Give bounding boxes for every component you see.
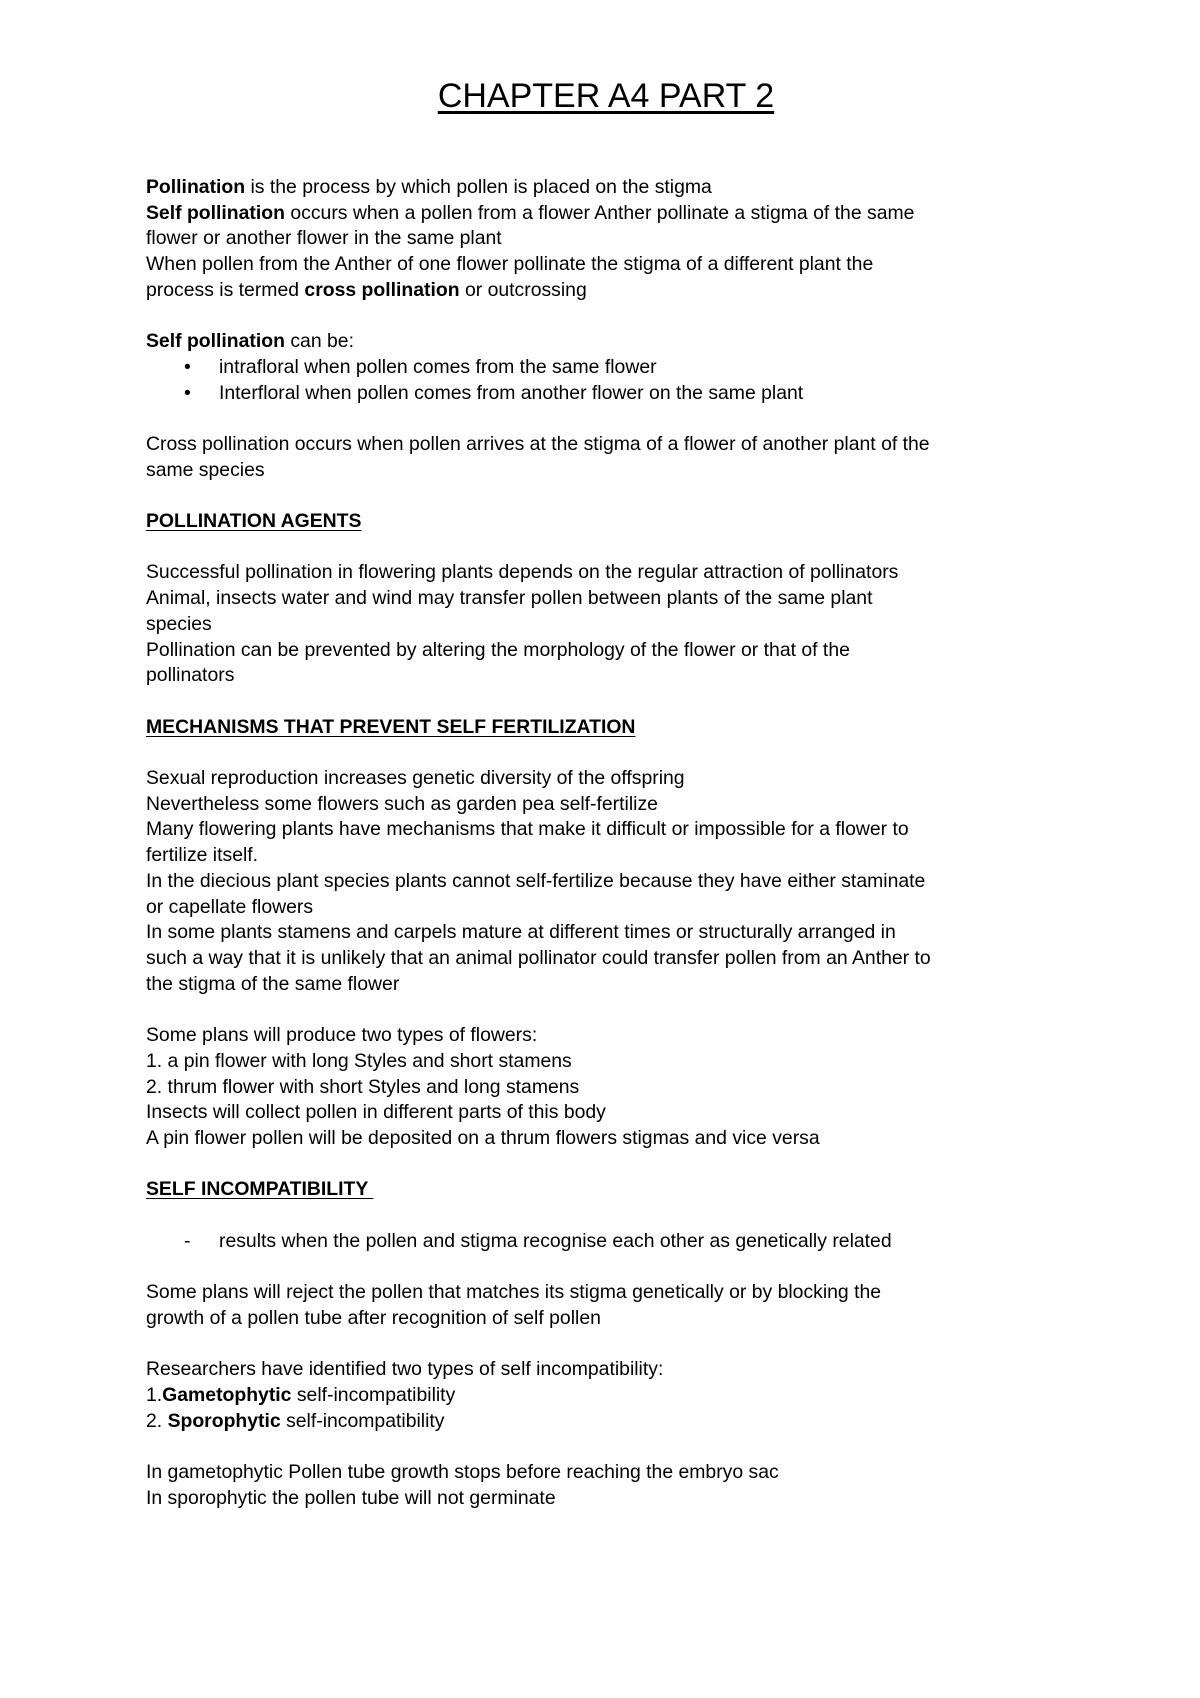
spacer [146,1434,1066,1460]
text-line: Animal, insects water and wind may transfer pollen between plants of the same plant [146,587,873,610]
text-span: is the process by which pollen is placed on the stigma [245,176,712,198]
dash-icon: - [184,1229,191,1252]
text-span: occurs when a pollen from a flower Anther pollinate a stigma of the same [284,201,915,224]
text-line: Insects will collect pollen in different parts of this body [146,1101,606,1124]
text-line [146,175,1066,201]
text-line: growth of a pollen tube after recognition of self pollen [146,1306,601,1329]
text-line: In the diecious plant species plants cannot self-fertilize because they have either staminate [146,869,926,892]
spacer [146,406,1066,432]
term-cross-pollination: cross pollination [304,278,460,301]
bullet-icon: • [184,381,191,404]
spacer [146,304,1066,330]
document-body [146,175,1066,1511]
text-line: Pollination can be prevented by altering the morphology of the flower or that of the [146,638,850,661]
spacer [146,1152,1066,1178]
list-item [146,381,1066,407]
text-span: or outcrossing [459,278,587,301]
term-self-pollination: Self pollination [146,330,285,353]
chapter-title: CHAPTER A4 PART 2 [437,77,775,115]
text-line [146,329,1066,355]
spacer [146,1331,1066,1357]
term-self-pollination: Self pollination [146,201,285,224]
text-line: A pin flower pollen will be deposited on a thrum flowers stigmas and vice versa [146,1126,820,1149]
text-line: the stigma of the same flower [146,972,400,995]
section-heading: SELF INCOMPATIBILITY [146,1178,374,1201]
spacer [146,1203,1066,1229]
text-line: Researchers have identified two types of self incompatibility: [146,1358,664,1381]
text-line: species [146,612,212,635]
term-sporophytic: Sporophytic [167,1409,281,1432]
text-line [146,278,1066,304]
list-number: 2. [146,1409,168,1432]
text-line: Successful pollination in flowering plants depends on the regular attraction of pollinators [146,561,899,584]
spacer [146,689,1066,715]
text-line: same species [146,458,265,481]
text-line: or capellate flowers [146,895,314,918]
text-line: 2. thrum flower with short Styles and long stamens [146,1075,580,1098]
text-span: can be: [284,330,354,353]
list-item-text: results when the pollen and stigma recognise each other as genetically related [219,1229,892,1252]
spacer [146,483,1066,509]
text-line: fertilize itself. [146,844,259,867]
text-line: In sporophytic the pollen tube will not germinate [146,1486,556,1509]
term-pollination: Pollination [146,176,246,198]
text-line: In some plants stamens and carpels mature at different times or structurally arranged in [146,921,896,944]
text-line: 1. a pin flower with long Styles and short stamens [146,1049,572,1072]
text-line: pollinators [146,664,235,687]
text-span: self-incompatibility [280,1409,445,1432]
text-line: Cross pollination occurs when pollen arrives at the stigma of a flower of another plant of the [146,433,930,455]
term-gametophytic: Gametophytic [162,1383,292,1406]
text-line: Some plans will produce two types of flowers: [146,1024,538,1047]
text-line: Some plans will reject the pollen that matches its stigma genetically or by blocking the [146,1281,882,1304]
list-item-text: intrafloral when pollen comes from the same flower [219,355,657,378]
spacer [146,740,1066,766]
spacer [146,1254,1066,1280]
section-heading: POLLINATION AGENTS [146,510,362,533]
text-span: self-incompatibility [291,1383,456,1406]
text-line: such a way that it is unlikely that an animal pollinator could transfer pollen from an Anther to [146,947,931,969]
text-line: When pollen from the Anther of one flower pollinate the stigma of a different plant the [146,253,874,276]
list-item [146,355,1066,381]
list-item [146,1229,1066,1255]
text-line [146,201,1066,227]
text-line: Many flowering plants have mechanisms that make it difficult or impossible for a flower to [146,818,909,841]
text-line: Sexual reproduction increases genetic diversity of the offspring [146,767,685,790]
text-line: Nevertheless some flowers such as garden pea self-fertilize [146,792,658,815]
spacer [146,535,1066,561]
section-heading: MECHANISMS THAT PREVENT SELF FERTILIZATION [146,715,636,738]
text-span: process is termed [146,278,305,301]
text-line [146,1409,1066,1435]
text-line: In gametophytic Pollen tube growth stops before reaching the embryo sac [146,1460,779,1483]
spacer [146,997,1066,1023]
list-number: 1. [146,1383,163,1406]
list-item-text: Interfloral when pollen comes from another flower on the same plant [219,381,804,404]
text-line: flower or another flower in the same plant [146,227,502,250]
text-line [146,1383,1066,1409]
bullet-icon: • [184,355,191,378]
